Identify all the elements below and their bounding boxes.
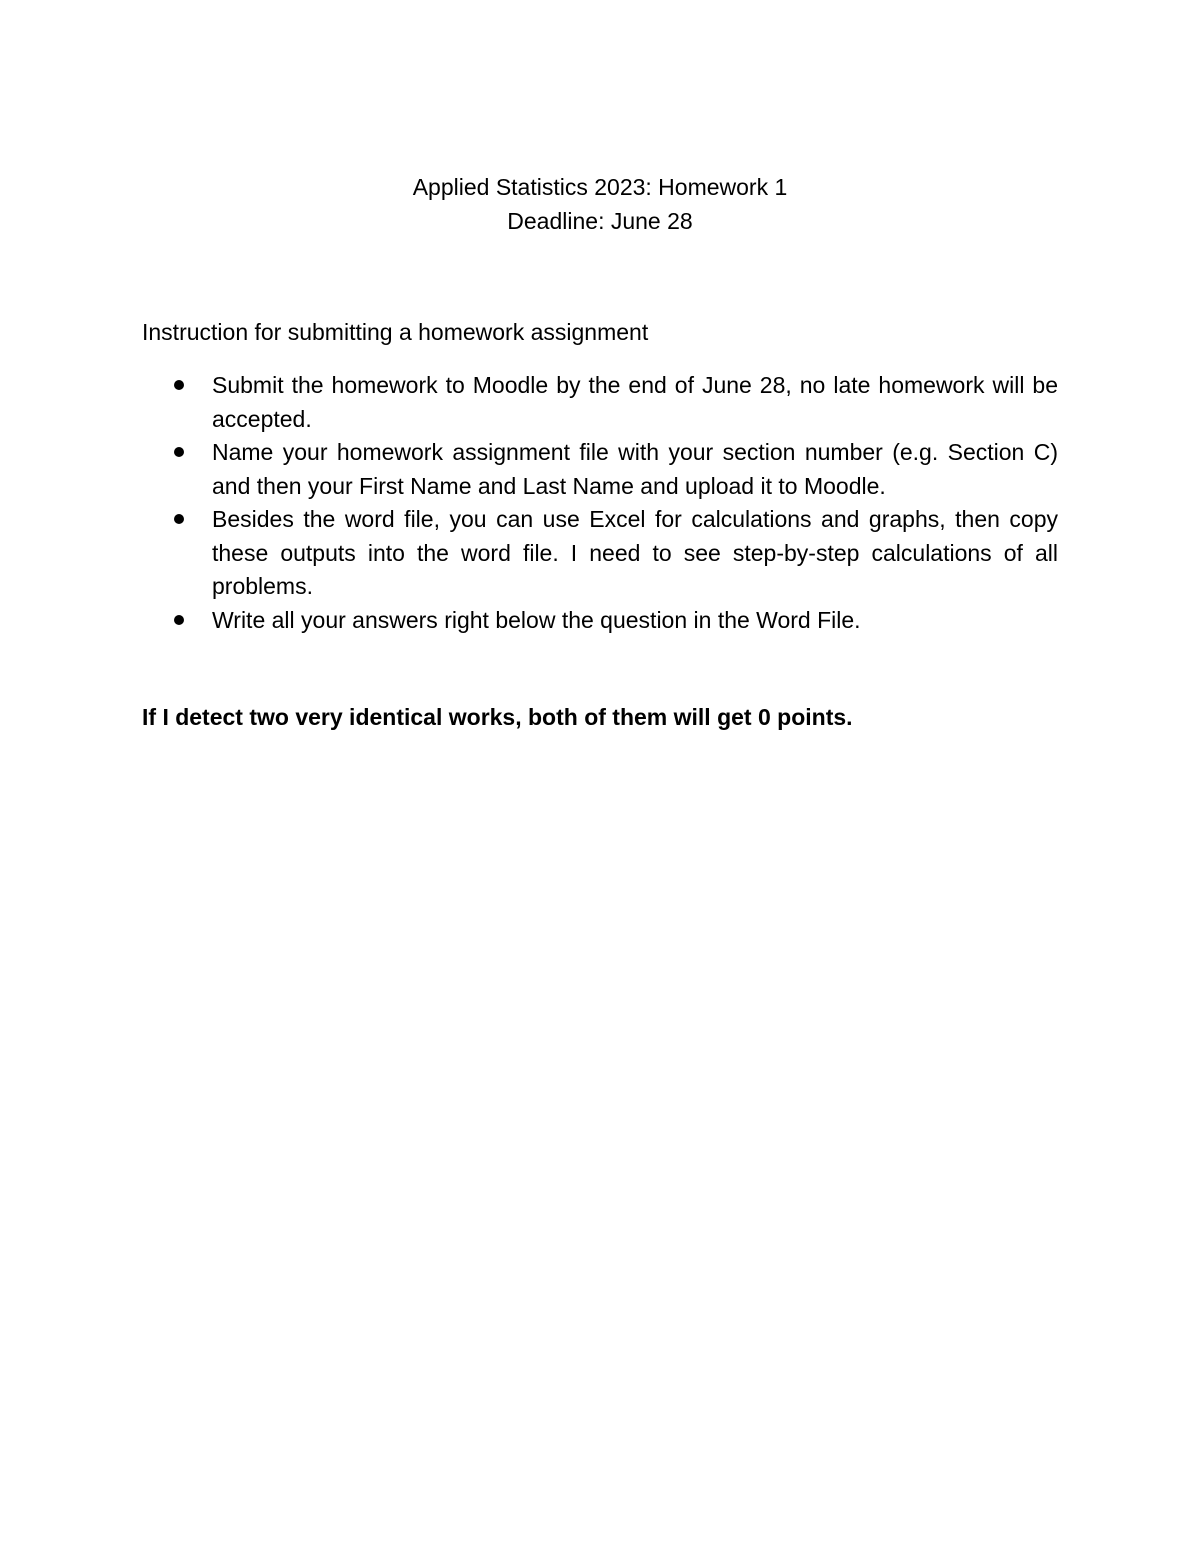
deadline-line: Deadline: June 28: [507, 208, 693, 234]
list-item: [142, 436, 1058, 503]
document-title: Applied Statistics 2023: Homework 1: [412, 174, 788, 200]
bullet-icon: [174, 447, 184, 457]
list-item-text: Besides the word file, you can use Excel for calculations and graphs, then copy these outputs into the word file. I need to see step-by-step calculations of all problems.: [212, 506, 1058, 599]
list-item: [142, 604, 1058, 638]
list-item-text: Write all your answers right below the question in the Word File.: [212, 606, 861, 633]
list-item-text: Submit the homework to Moodle by the end of June 28, no late homework will be accepted.: [212, 372, 1058, 432]
list-item-text: Name your homework assignment file with your section number (e.g. Section C) and then your First Name and Last Name and upload it to Moodle.: [212, 439, 1058, 499]
instructions-list: [142, 369, 1058, 637]
instructions-heading: Instruction for submitting a homework assignment: [142, 319, 649, 345]
plagiarism-warning: If I detect two very identical works, both of them will get 0 points.: [142, 704, 853, 730]
list-item: [142, 369, 1058, 436]
document-header: [0, 170, 1200, 238]
bullet-icon: [174, 615, 184, 625]
bullet-icon: [174, 514, 184, 524]
bullet-icon: [174, 380, 184, 390]
list-item: [142, 503, 1058, 604]
